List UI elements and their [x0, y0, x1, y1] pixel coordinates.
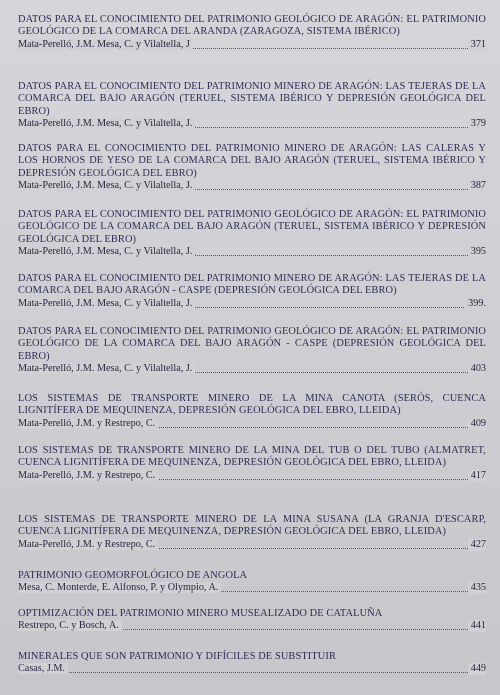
entry-author-line	[18, 363, 486, 375]
entry-author-line	[18, 582, 486, 594]
entry-author-line	[18, 39, 486, 51]
entry-page-number: 435	[468, 582, 486, 594]
entry-author-line	[18, 620, 486, 632]
entry-page-number: 387	[468, 180, 486, 192]
entry-title: OPTIMIZACIÓN DEL PATRIMONIO MINERO MUSEALIZADO DE CATALUÑA	[18, 608, 383, 619]
toc-entry	[18, 393, 486, 430]
entry-page-number: 403	[468, 363, 486, 375]
entry-title: MINERALES QUE SON PATRIMONIO Y DIFÍCILES DE SUBSTITUIR	[18, 651, 336, 662]
entry-authors: Mata-Perelló, J.M. Mesa, C. y Vilaltella, J.	[18, 118, 195, 129]
entry-author-line	[18, 246, 486, 258]
toc-entry	[18, 651, 486, 675]
entry-page-number: 399.	[465, 298, 486, 310]
entry-page-number: 409	[468, 418, 486, 430]
entry-title: LOS SISTEMAS DE TRANSPORTE MINERO DE LA MINA SUSANA (LA GRANJA D'ESCARP, CUENCA LIGNITÍFERA DE MEQUINENZA, DEPRESIÓN GEOLÓGICA DEL EBRO, LLEIDA)	[18, 514, 486, 538]
entry-title: DATOS PARA EL CONOCIMIENTO DEL PATRIMONIO GEOLÓGICO DE ARAGÓN: EL PATRIMONIO GEOLÓGICO DE LA COMARCA DEL ARANDA (ZARAGOZA, SISTEMA IBÉRICO)	[18, 14, 486, 38]
toc-entry	[18, 209, 486, 258]
entry-authors: Restrepo, C. y Bosch, A.	[18, 620, 122, 631]
toc-entry	[18, 14, 486, 51]
toc-entry	[18, 514, 486, 551]
toc-entry	[18, 273, 486, 310]
entry-authors: Mata-Perelló, J.M. Mesa, C. y Vilaltella, J.	[18, 298, 195, 309]
toc-entry	[18, 445, 486, 482]
entry-title: DATOS PARA EL CONOCIMIENTO DEL PATRIMONIO GEOLÓGICO DE ARAGÓN: EL PATRIMONIO GEOLÓGICO DE LA COMARCA DEL BAJO ARAGÓN - CASPE (DEPRESIÓN GEOLÓGICA DEL EBRO)	[18, 326, 486, 362]
entry-author-line	[18, 180, 486, 192]
entry-page-number: 441	[468, 620, 486, 632]
entry-author-line	[18, 298, 486, 310]
entry-authors: Mata-Perelló, J.M. y Restrepo, C.	[18, 470, 158, 481]
entry-title: PATRIMONIO GEOMORFOLÓGICO DE ANGOLA	[18, 570, 248, 581]
entry-page-number: 395	[468, 246, 486, 258]
entry-authors: Mata-Perelló, J.M. Mesa, C. y Vilaltella, J	[18, 39, 193, 50]
entry-authors: Mata-Perelló, J.M. Mesa, C. y Vilaltella, J.	[18, 180, 195, 191]
entry-author-line	[18, 663, 486, 675]
toc-entry	[18, 81, 486, 130]
entry-authors: Mata-Perelló, J.M. y Restrepo, C.	[18, 539, 158, 550]
toc-entry	[18, 326, 486, 375]
entry-authors: Mata-Perelló, J.M. Mesa, C. y Vilaltella, J.	[18, 363, 195, 374]
entry-page-number: 427	[468, 539, 486, 551]
entry-author-line	[18, 118, 486, 130]
entry-author-line	[18, 470, 486, 482]
toc-entry	[18, 570, 486, 594]
entry-title: DATOS PARA EL CONOCIMIENTO DEL PATRIMONIO MINERO DE ARAGÓN: LAS TEJERAS DE LA COMARCA DEL BAJO ARAGÓN - CASPE (DEPRESIÓN GEOLÓGICA DEL EBRO)	[18, 273, 486, 297]
entry-title: DATOS PARA EL CONOCIMIENTO DEL PATRIMONIO MINERO DE ARAGÓN: LAS CALERAS Y LOS HORNOS DE YESO DE LA COMARCA DEL BAJO ARAGÓN (TERUEL, SISTEMA IBÉRICO Y DEPRESIÓN GEOLÓGICA DEL EBRO)	[18, 143, 486, 179]
entry-author-line	[18, 539, 486, 551]
entry-author-line	[18, 418, 486, 430]
entry-authors: Casas, J.M.	[18, 663, 68, 674]
entry-page-number: 371	[468, 39, 486, 51]
entry-page-number: 379	[468, 118, 486, 130]
entry-authors: Mesa, C. Monterde, E. Alfonso, P. y Olympio, A.	[18, 582, 221, 593]
entry-page-number: 449	[468, 663, 486, 675]
entry-authors: Mata-Perelló, J.M. y Restrepo, C.	[18, 418, 158, 429]
entry-authors: Mata-Perelló, J.M. Mesa, C. y Vilaltella, J.	[18, 246, 195, 257]
entry-title: LOS SISTEMAS DE TRANSPORTE MINERO DE LA MINA CANOTA (SERÓS, CUENCA LIGNITÍFERA DE MEQUINENZA, DEPRESIÓN GEOLÓGICA DEL EBRO, LLEIDA)	[18, 393, 486, 417]
toc-entry	[18, 608, 486, 632]
toc-entry	[18, 143, 486, 192]
entry-page-number: 417	[468, 470, 486, 482]
entry-title: LOS SISTEMAS DE TRANSPORTE MINERO DE LA MINA DEL TUB O DEL TUBO (ALMATRET, CUENCA LIGNITÍFERA DE MEQUINENZA, DEPRESIÓN GEOLÓGICA DEL EBRO, LLEIDA)	[18, 445, 486, 469]
entry-title: DATOS PARA EL CONOCIMIENTO DEL PATRIMONIO MINERO DE ARAGÓN: LAS TEJERAS DE LA COMARCA DEL BAJO ARAGÓN (TERUEL, SISTEMA IBÉRICO Y DEPRESIÓN GEOLÓGICA DEL EBRO)	[18, 81, 486, 117]
dot-leader	[18, 672, 468, 673]
entry-title: DATOS PARA EL CONOCIMIENTO DEL PATRIMONIO GEOLÓGICO DE ARAGÓN: EL PATRIMONIO GEOLÓGICO DE LA COMARCA DEL BAJO ARAGÓN (TERUEL, SISTEMA IBÉRICO Y DEPRESIÓN GEOLÓGICA DEL EBRO)	[18, 209, 486, 245]
